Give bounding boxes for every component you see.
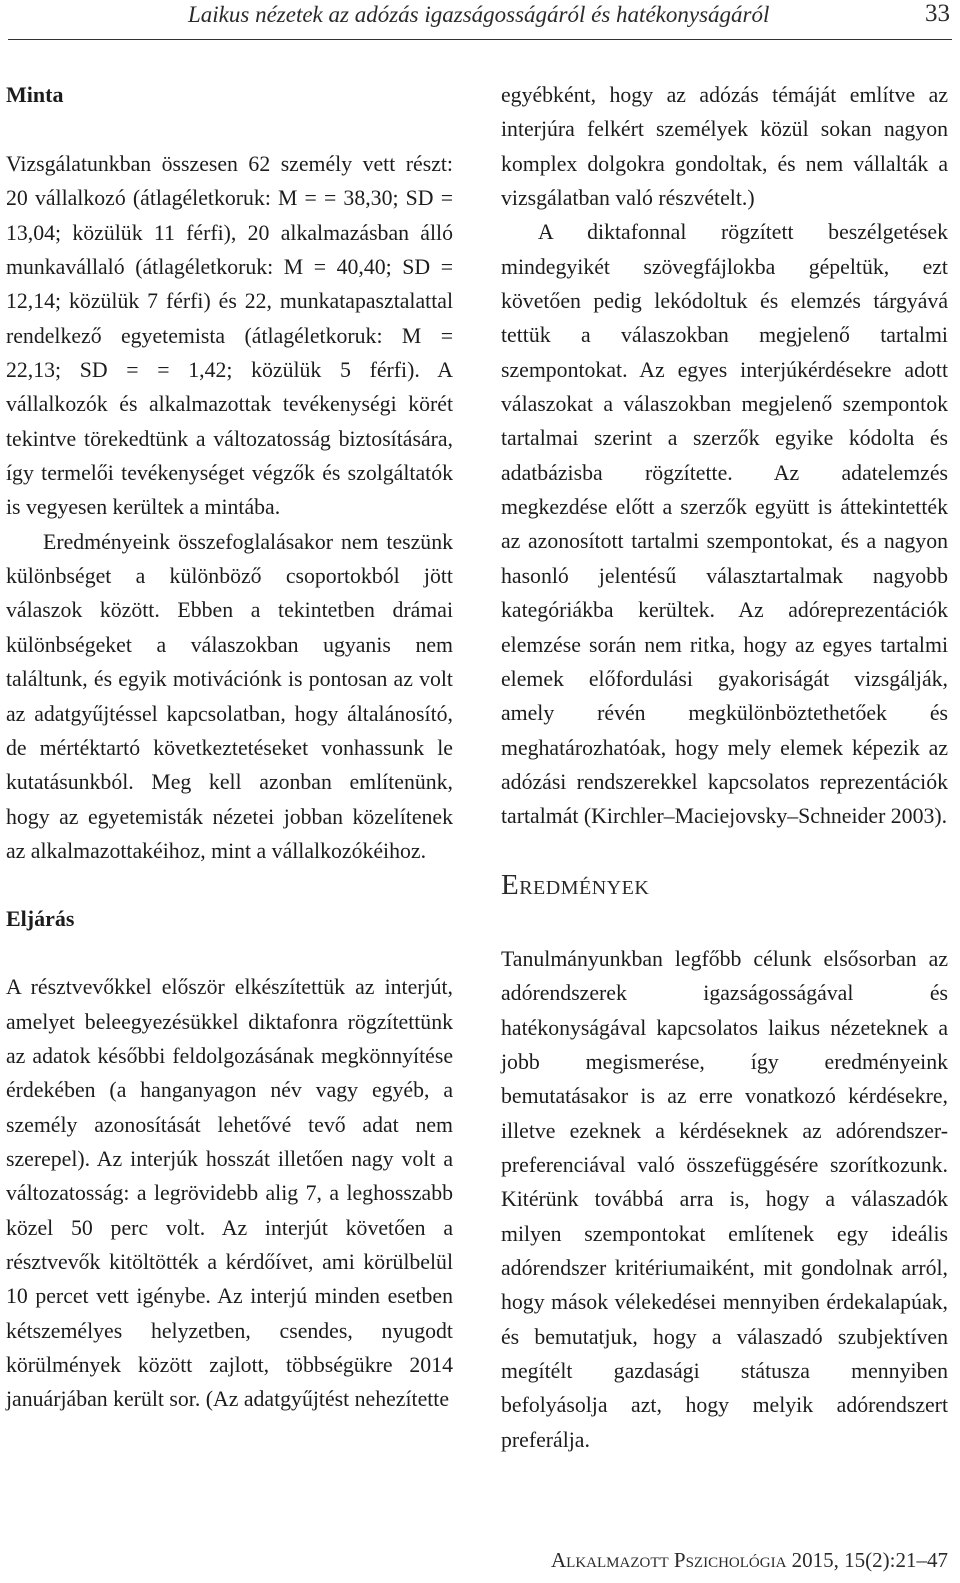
journal-footer: Alkalmazott Pszichológia 2015, 15(2):21–47 — [551, 1548, 948, 1572]
right-column — [501, 78, 948, 1457]
paragraph: Tanulmányunkban legfőbb célunk elsősorban az adórendszerek igazságosságával és hatékonyságával kapcsolatos laikus nézeteknek a jobb megismerése, így eredményeink bemutatásakor is az erre vonatkozó kérdésekre, illetve ezeknek a kérdéseknek az adórendszer-preferenciával való összefüggésére szorítkozunk. Kitérünk továbbá arra is, hogy a válaszadók milyen szempontokat említenek egy ideális adórendszer kritériumaiként, mit gondolnak arról, hogy mások vélekedései mennyiben érdekalapúak, és bemutatjuk, hogy a válaszadó szubjektíven megítélt gazdasági státusza mennyiben befolyásolja azt, hogy melyik adórendszert preferálja. — [501, 946, 948, 1452]
header-rule — [8, 39, 952, 40]
page-number: 33 — [925, 0, 950, 27]
running-header — [0, 0, 960, 40]
left-column — [6, 78, 453, 1417]
section-heading-eljaras: Eljárás — [6, 906, 75, 932]
section-heading-eredmenyek: Eredmények — [501, 868, 650, 901]
running-title: Laikus nézetek az adózás igazságosságáról és hatékonyságáról — [188, 2, 770, 27]
paragraph: Vizsgálatunkban összesen 62 személy vett részt: 20 vállalkozó (átlagéletkoruk: M = = 38,30; SD = 13,04; közülük 11 férfi), 20 alkalmazásban álló munkavállaló (átlagéletkoruk: M = 40,40; SD = 12,14; közülük 7 férfi) és 22, munkatapasztalattal rendelkező egyetemista (átlagéletkoruk: M = 22,13; SD = = 1,42; közülük 5 férfi). A vállalkozók és alkalmazottak tevékenységi körét tekintve törekedtünk a változatosság biztosítására, így termelői tevékenységet végzők és szolgáltatók is vegyesen kerültek a mintába. — [6, 152, 453, 520]
paragraph: Eredményeink összefoglalásakor nem teszünk különbséget a különböző csoportokból jött válaszok között. Ebben a tekintetben drámai különbségeket a válaszokban ugyanis nem találtunk, és egyik motivációnk is pontosan az volt az adatgyűjtéssel kapcsolatban, hogy általánosító, de mértéktartó következtetéseket vonhassunk le kutatásunkból. Meg kell azonban említenünk, hogy az egyetemisták nézetei jobban közelítenek az alkalmazottakéihoz, mint a vállalkozókéihoz. — [6, 529, 453, 863]
paragraph: A diktafonnal rögzített beszélgetések mindegyikét szövegfájlokba gépeltük, ezt követően pedig lekódoltuk és elemzés tárgyává tettük a válaszokban megjelenő tartalmi szempontokat. Az egyes interjúkérdésekre adott válaszokat a válaszokban megjelenő szempontok tartalmai szerint a szerzők egyike kódolta és adatbázisba rögzítette. Az adatelemzés megkezdése előtt a szerzők együtt is áttekintették az azonosított tartalmi szempontokat, és a nagyon hasonló jelentésű választartalmak nagyobb kategóriákba kerültek. Az adóreprezentációk elemzése során nem ritka, hogy az egyes tartalmi elemek előfordulási gyakoriságát vizsgálják, amely révén megkülönböztethetőek és meghatározhatóak, hogy mely elemek képezik az adózási rendszerekkel kapcsolatos reprezentációk tartalmát (Kirchler–Maciejovsky–Schneider 2003). — [501, 220, 948, 829]
paragraph: egyébként, hogy az adózás témáját említve az interjúra felkért személyek közül sokan nagyon komplex dolgokra gondoltak, és nem vállalták a vizsgálatban való részvételt.) — [501, 83, 948, 211]
section-heading-minta: Minta — [6, 82, 64, 107]
paragraph: A résztvevőkkel először elkészítettük az interjút, amelyet beleegyezésükkel diktafonra rögzítettünk az adatok későbbi feldolgozásának megkönnyítése érdekében (a hanganyagon név vagy egyéb, a személy azonosítását lehetővé tevő adat nem szerepel). Az interjúk hosszát illetően nagy volt a változatosság: a legrövidebb alig 7, a leghosszabb közel 50 perc volt. Az interjút követően a résztvevők kitöltötték a kérdőívet, ami körülbelül 10 percet vett igénybe. Az interjú minden esetben kétszemélyes helyzetben, csendes, nyugodt körülmények között zajlott, többségükre 2014 januárjában került sor. (Az adatgyűjtést nehezítette — [6, 975, 453, 1412]
